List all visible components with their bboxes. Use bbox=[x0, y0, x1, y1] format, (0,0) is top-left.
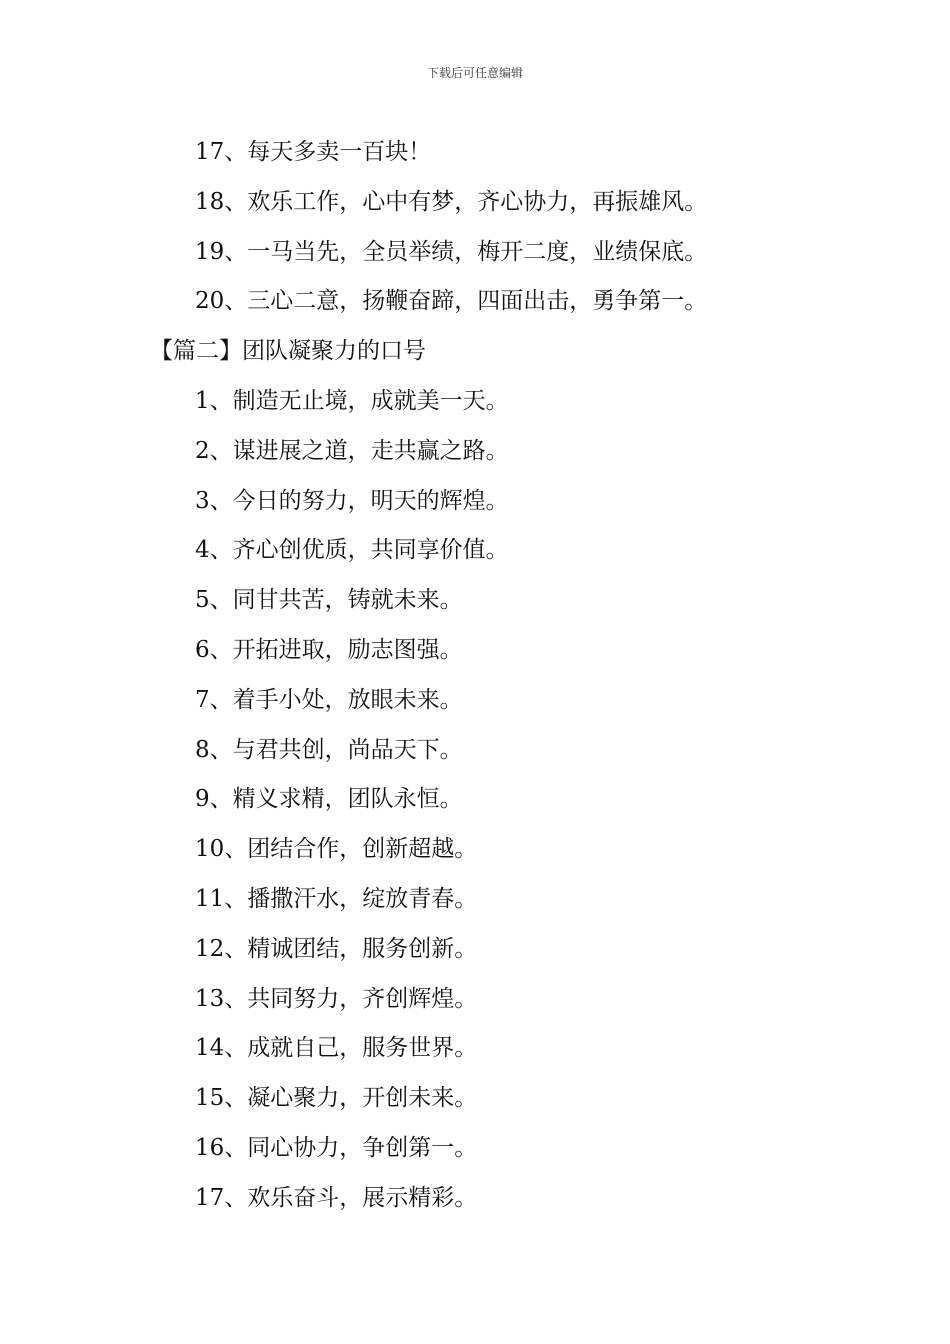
list-item: 3、今日的努力，明天的辉煌。 bbox=[195, 487, 509, 514]
list-item: 10、团结合作，创新超越。 bbox=[195, 836, 478, 863]
list-item: 14、成就自己，服务世界。 bbox=[195, 1035, 478, 1062]
list-item: 18、欢乐工作，心中有梦，齐心协力，再振雄风。 bbox=[195, 188, 708, 215]
list-item: 12、精诚团结，服务创新。 bbox=[195, 935, 478, 962]
list-item: 5、同甘共苦，铸就未来。 bbox=[195, 587, 463, 614]
list-item: 13、共同努力，齐创辉煌。 bbox=[195, 985, 478, 1012]
list-item: 6、开拓进取，励志图强。 bbox=[195, 636, 463, 663]
list-item: 4、齐心创优质，共同享价值。 bbox=[195, 537, 509, 564]
list-item: 11、播撒汗水，绽放青春。 bbox=[195, 885, 478, 912]
list-item: 9、精义求精，团队永恒。 bbox=[195, 786, 463, 813]
list-item: 8、与君共创，尚品天下。 bbox=[195, 736, 463, 763]
list-item: 1、制造无止境，成就美一天。 bbox=[195, 387, 509, 414]
list-item: 19、一马当先，全员举绩，梅开二度，业绩保底。 bbox=[195, 238, 708, 265]
list-item: 17、每天多卖一百块！ bbox=[195, 139, 432, 165]
list-item: 16、同心协力，争创第一。 bbox=[195, 1134, 478, 1161]
page-header: 下载后可任意编辑 bbox=[426, 66, 523, 80]
list-item: 20、三心二意，扬鞭奋蹄，四面出击，勇争第一。 bbox=[195, 288, 708, 315]
section-heading: 【篇二】团队凝聚力的口号 bbox=[150, 338, 426, 365]
list-item: 2、谋进展之道，走共赢之路。 bbox=[195, 437, 509, 464]
document-body bbox=[0, 128, 950, 1224]
list-item: 15、凝心聚力，开创未来。 bbox=[195, 1085, 478, 1112]
list-item: 17、欢乐奋斗，展示精彩。 bbox=[195, 1184, 478, 1211]
list-item: 7、着手小处，放眼未来。 bbox=[195, 686, 463, 713]
